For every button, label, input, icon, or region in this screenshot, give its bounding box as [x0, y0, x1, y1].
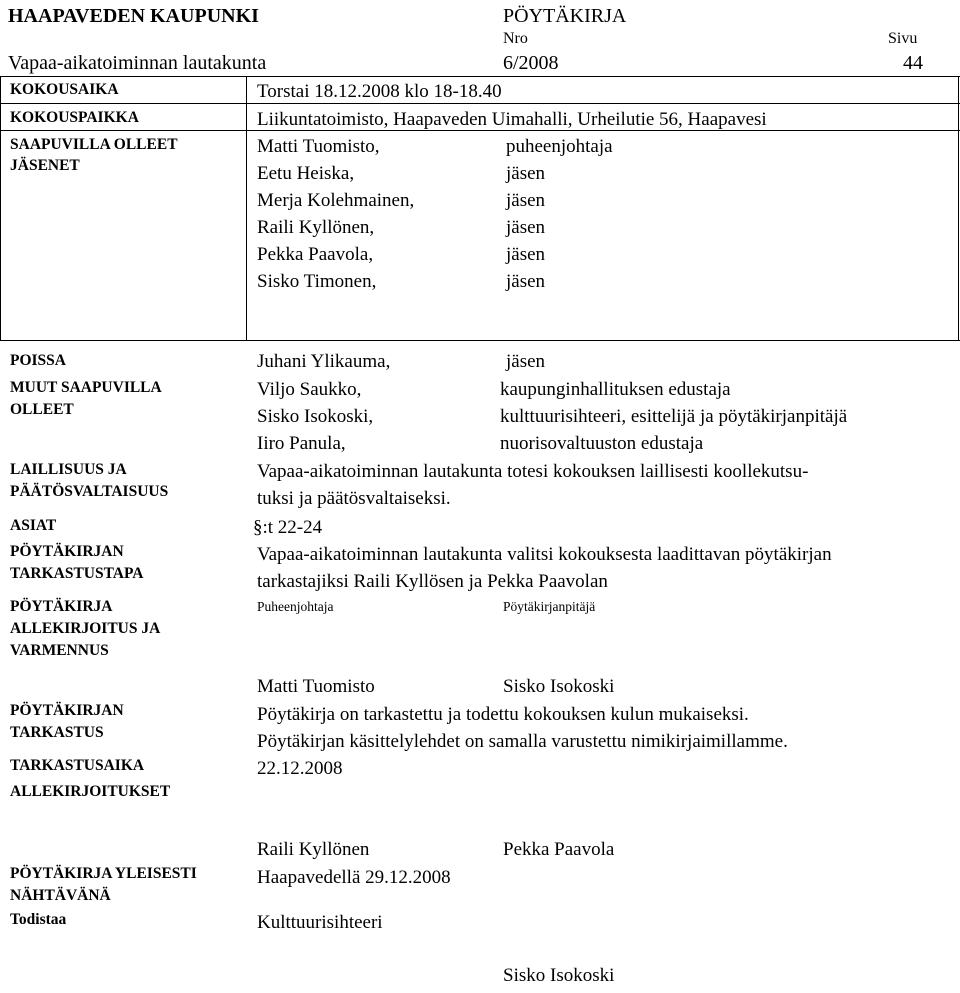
signature-label: PÖYTÄKIRJA	[10, 598, 113, 615]
other-person-role: nuorisovaltuuston edustaja	[500, 433, 704, 454]
signature-label: ALLEKIRJOITUS JA	[10, 620, 161, 637]
meeting-place-value: Liikuntatoimisto, Haapaveden Uimahalli, Urheilutie 56, Haapavesi	[257, 109, 767, 130]
certifies-label: Todistaa	[10, 911, 67, 928]
public-display-value: Haapavedellä 29.12.2008	[257, 867, 451, 888]
review-method-text: tarkastajiksi Raili Kyllösen ja Pekka Paavolan	[257, 571, 608, 592]
other-person-role: kaupunginhallituksen edustaja	[500, 379, 731, 400]
review-text: Pöytäkirja on tarkastettu ja todettu kokouksen kulun mukaiseksi.	[257, 704, 749, 725]
member-name: Pekka Paavola,	[257, 244, 374, 265]
table-left-border	[0, 76, 1, 341]
review-label: TARKASTUS	[10, 724, 104, 741]
certifier-signature-name: Sisko Isokoski	[503, 965, 615, 986]
meeting-time-value: Torstai 18.12.2008 klo 18-18.40	[257, 81, 502, 102]
reviewer-signature-name: Raili Kyllönen	[257, 839, 370, 860]
review-label: PÖYTÄKIRJAN	[10, 702, 124, 719]
member-role: jäsen	[506, 163, 546, 184]
others-present-label: OLLEET	[10, 401, 74, 418]
legality-text: tuksi ja päätösvaltaiseksi.	[257, 488, 451, 509]
chair-title: Puheenjohtaja	[257, 599, 334, 614]
chair-signature-name: Matti Tuomisto	[257, 676, 375, 697]
municipality-name: HAAPAVEDEN KAUPUNKI	[8, 5, 259, 27]
member-role: jäsen	[506, 190, 546, 211]
member-name: Raili Kyllönen,	[257, 217, 375, 238]
member-name: Sisko Timonen,	[257, 271, 377, 292]
signatures-label: ALLEKIRJOITUKSET	[10, 783, 171, 800]
document-number: 6/2008	[503, 52, 559, 74]
absent-name: Juhani Ylikauma,	[257, 351, 391, 372]
member-name: Merja Kolehmainen,	[257, 190, 415, 211]
other-person-name: Sisko Isokoski,	[257, 406, 374, 427]
meeting-place-label: KOKOUSPAIKKA	[10, 109, 139, 126]
items-value: §:t 22-24	[253, 517, 323, 538]
legality-label: LAILLISUUS JA	[10, 461, 127, 478]
board-name: Vapaa-aikatoiminnan lautakunta	[8, 52, 267, 74]
public-display-label: PÖYTÄKIRJA YLEISESTI	[10, 865, 197, 882]
legality-label: PÄÄTÖSVALTAISUUS	[10, 483, 169, 500]
page-number: 44	[903, 52, 923, 74]
review-date-label: TARKASTUSAIKA	[10, 757, 145, 774]
public-display-label: NÄHTÄVÄNÄ	[10, 887, 111, 904]
member-role: jäsen	[506, 244, 546, 265]
absent-role: jäsen	[506, 351, 546, 372]
other-person-role: kulttuurisihteeri, esittelijä ja pöytäkirjanpitäjä	[500, 406, 848, 427]
column-divider	[246, 76, 247, 341]
member-role: puheenjohtaja	[506, 136, 613, 157]
present-members-label: JÄSENET	[10, 157, 80, 174]
review-method-label: TARKASTUSTAPA	[10, 565, 144, 582]
review-method-label: PÖYTÄKIRJAN	[10, 543, 124, 560]
other-person-name: Viljo Saukko,	[257, 379, 362, 400]
secretary-title: Pöytäkirjanpitäjä	[503, 599, 596, 614]
secretary-signature-name: Sisko Isokoski	[503, 676, 615, 697]
certifier-title: Kulttuurisihteeri	[257, 912, 383, 933]
page-label: Sivu	[888, 30, 918, 47]
review-text: Pöytäkirjan käsittelylehdet on samalla varustettu nimikirjaimillamme.	[257, 731, 788, 752]
member-name: Eetu Heiska,	[257, 163, 355, 184]
member-role: jäsen	[506, 271, 546, 292]
legality-text: Vapaa-aikatoiminnan lautakunta totesi kokouksen laillisesti koollekutsu-	[257, 461, 809, 482]
member-name: Matti Tuomisto,	[257, 136, 380, 157]
member-role: jäsen	[506, 217, 546, 238]
other-person-name: Iiro Panula,	[257, 433, 346, 454]
items-label: ASIAT	[10, 517, 57, 534]
row-divider	[0, 103, 960, 104]
row-divider	[0, 340, 960, 341]
meeting-time-label: KOKOUSAIKA	[10, 81, 119, 98]
document-type: PÖYTÄKIRJA	[503, 5, 627, 27]
number-label: Nro	[503, 30, 528, 47]
table-top-border	[0, 76, 960, 77]
table-right-border	[958, 76, 959, 341]
others-present-label: MUUT SAAPUVILLA	[10, 379, 162, 396]
signature-label: VARMENNUS	[10, 642, 109, 659]
review-method-text: Vapaa-aikatoiminnan lautakunta valitsi kokouksesta laadittavan pöytäkirjan	[257, 544, 832, 565]
row-divider	[0, 130, 960, 131]
absent-label: POISSA	[10, 352, 66, 369]
reviewer-signature-name: Pekka Paavola	[503, 839, 615, 860]
present-members-label: SAAPUVILLA OLLEET	[10, 136, 178, 153]
review-date-value: 22.12.2008	[257, 758, 343, 779]
